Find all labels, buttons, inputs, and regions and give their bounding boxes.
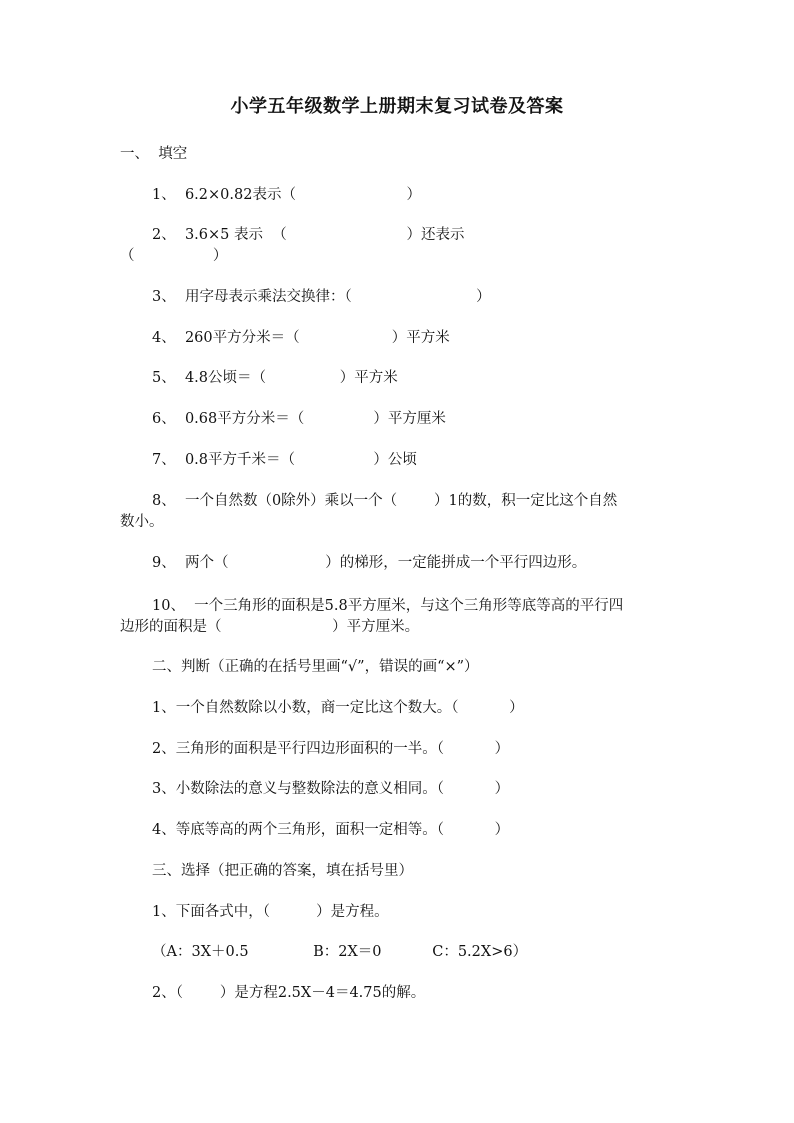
question-choice-2: 2、（ ）是方程2.5X－4＝4.75的解。 (152, 985, 426, 1001)
section-heading-fill-blank: 一、 填空 (120, 146, 188, 162)
question-fill-9: 9、 两个（ ）的梯形，一定能拼成一个平行四边形。 (152, 555, 587, 571)
question-fill-7: 7、 0.8平方千米＝（ ）公顷 (152, 452, 417, 468)
question-fill-5: 5、 4.8公顷＝（ ）平方米 (152, 370, 398, 386)
question-choice-1: 1、下面各式中，（ ）是方程。 (152, 904, 389, 920)
page-title: 小学五年级数学上册期末复习试卷及答案 (230, 96, 564, 117)
question-fill-8: 8、 一个自然数（0除外）乘以一个（ ）1的数，积一定比这个自然 (152, 493, 618, 509)
question-judge-2: 2、三角形的面积是平行四边形面积的一半。（ ） (152, 741, 510, 757)
question-fill-2: 2、 3.6×5 表示 （ ）还表示 (152, 227, 465, 243)
question-choice-1-options: （A：3X＋0.5 B：2X＝0 C：5.2X>6） (152, 944, 528, 960)
question-fill-3: 3、 用字母表示乘法交换律：（ ） (152, 289, 491, 305)
question-fill-4: 4、 260平方分米＝（ ）平方米 (152, 330, 450, 346)
question-fill-10: 10、 一个三角形的面积是5.8平方厘米，与这个三角形等底等高的平行四 (152, 598, 624, 614)
question-fill-6: 6、 0.68平方分米＝（ ）平方厘米 (152, 411, 446, 427)
question-fill-2-cont: （ ） (120, 248, 228, 264)
question-fill-8-cont: 数小。 (120, 514, 164, 530)
question-judge-4: 4、等底等高的两个三角形，面积一定相等。（ ） (152, 822, 510, 838)
section-heading-choice: 三、选择（把正确的答案，填在括号里） (152, 863, 413, 879)
question-fill-10-cont: 边形的面积是（ ）平方厘米。 (120, 619, 420, 635)
question-fill-1: 1、 6.2×0.82表示（ ） (152, 187, 422, 203)
question-judge-1: 1、一个自然数除以小数，商一定比这个数大。（ ） (152, 700, 524, 716)
question-judge-3: 3、小数除法的意义与整数除法的意义相同。（ ） (152, 781, 510, 797)
section-heading-judge: 二、判断（正确的在括号里画“√”，错误的画“×”） (152, 659, 479, 675)
